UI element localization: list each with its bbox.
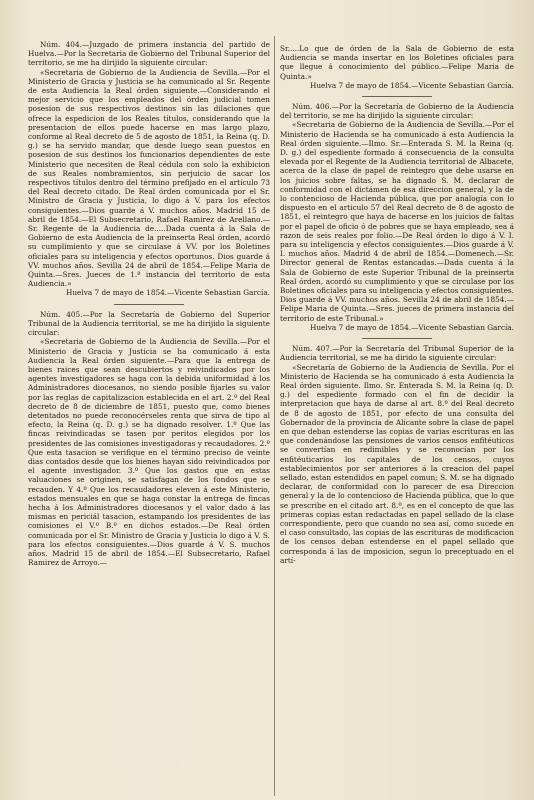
notice-407-body: «Secretaría de Gobierno de la Audiencia de Sevilla. Por el Ministerio de Hacienda se ha comunicado á esta Audiencia la Real órden siguiente. Ilmo. Sr. Enterada S. M. la Reina (q. D. g.) del espediente formado con el fin de decidir la interpretacion que haya de darse al art. 8.º del Real decreto de 8 de agosto de 1851, por efecto de una consulta del Gobernador de la provincia de Alicante sobre la clase de papel en que deban estenderse las copias de varias escrituras en las que condenándose las pensiones de varios censos enfitéuticos se convertían en redimibles y se reconocían por los enfitéuticarios los capitales de los censos, cuyos establecimientos por ser anteriores á la creacion del papel sellado, estan estendidos en papel comun; S. M. se ha dignado declarar, de conformidad con lo parecer de esa Direccion general y la de lo contencioso de Hacienda pública, que lo que se prescribe en el citado art. 8.º, es en el concepto de que las primeras copias estan redactadas en papel sellado de la clase correspondiente, pero que cuando no sea así, como sucede en el caso consultado, las copias de las escrituras de modificacion de los censos deban estenderse en el papel sellado que corresponda á las de imposicion, segun lo preceptuado en el artí- <box>280 362 514 565</box>
notice-406-signature: Huelva 7 de mayo de 1854.—Vicente Sebastian García. <box>309 322 514 332</box>
notice-406-heading: Núm. 406.—Por la Secretaría de Gobierno de la Audiencia del territorio, se me ha dirijido la siguiente circular: <box>280 102 514 121</box>
notice-405-body: «Secretaria de Gobierno de la Audiencia de Sevilla.—Por el Ministerio de Gracia y Justicia se ha comunicado á esta Audiencia la Real órden siguiente.—Para que la entrega de bienes raices que sean descubiertos y reivindicados por los agentes investigadores se haga con la debida uniformidad á los Administradores diocesanos, no siendo posible fijarles su valor por las reglas de capitalizacion establecida en el art. 2.º del Real decreto de 8 de diciembre de 1851, puesto que, como bienes detentados no puede reconocérseles renta que sirva de tipo al efecto, la Reina (q. D. g.) se ha dignado resolver. 1.º Que las fincas reivindicadas se tasen por peritos elegidos por los presidentes de las comisiones investigadoras y recaudadores. 2.º Que esta tasacion se verifique en el término preciso de veinte dias contados desde que los bienes hayan sido reivindicados por el agente investigador. 3.º Que los gastos que en estas valuaciones se originen, se satisfagan de los fondos que se recauden. Y 4.º Que los recaudadores eleven á este Ministerio, estados mensuales en que se haga constar la entrega de fincas hecha á los Administradores diocesanos y el valor dado á las mismas en periciál tasacion, estampando los presidentes de las comisiones el V.º B.º en dichos estados.—De Real órden comunicada por el Sr. Ministro de Gracia y Justicia lo digo á V. S. para los efectos consiguientes.—Dios guarde á V. S. muchos años. Madrid 15 de abril de 1854.—El Subsecretario, Rafael Ramirez de Arroyo.— <box>28 337 270 568</box>
notice-405-heading: Núm. 405.—Por la Secretaría de Gobierno del Superior Tribunal de la Audiencia territorial, se me ha dirijido la siguiente circular: <box>28 309 270 338</box>
notice-404 <box>28 40 270 298</box>
notice-407-heading: Núm. 407.—Por la Secretaría del Tribunal Superior de la Audiencia territorial, se me ha dirido la siguiente circular: <box>280 344 514 363</box>
right-column <box>280 44 514 796</box>
continuation-text: Sr.....Lo que de órden de la Sala de Gobierno de esta Audiencia se manda insertar en los Boletines oficiales para que llegue á conocimiento del público.—Felipe Maria de Quinta.» <box>280 44 514 81</box>
notice-407 <box>280 344 514 565</box>
continuation-signature: Huelva 7 de mayo de 1854.—Vicente Sebastian García. <box>309 80 514 90</box>
notice-404-body: «Secretaria de Gobierno de la Audiencia de Sevilla.—Por el Ministerio de Gracia y Justicia se ha comunicado al Sr. Regente de esta Audiencia la Real órden siguiente.—Considerando el mejor servicio que los empleados del órden judicial tomen posesion de sus respectivos destinos sin las dilaciones que ofrece la espedicion de los Reales títulos, considerando que la presentacion de ellos puede hacerse en mas largo plazo, conforme al Real decreto de 5 de agosto de 1851, la Reina (q. D. g.) se ha servido mandar, que desde luego sean puestos en posesion de sus destinos los funcionarios dependientes de este Ministerio que necesiten de Real cédula con solo la exhibicion de sus Reales nombramientos, sin perjuicio de sacar los respectivos títulos dentro del término prefijado en el artículo 73 del Real decreto citado. De Real órden comunicada por el Sr. Ministro de Gracia y Justicia, lo digo á V. para los efectos consiguientes.—Dios guarde á V. muchos años. Madrid 15 de abril de 1854.—El Subsecretario, Rafael Ramirez de Arellano.—Sr. Regente de la Audiencia de.....Dada cuenta á la Sala de Gobierno de esta Audiencia de la preinserta Real órden, acordó su cumplimiento y que se circulase á VV. por los Boletines oficiales para su inteligencia y efectos oportunos. Dios guarde á VV. muchos años. Sevilla 24 de abril de 1854.—Felipe Maria de Quinta.—Sres. Jueces de 1.ª instancia del territorio de esta Audiencia.» <box>28 67 270 289</box>
section-divider <box>362 338 432 339</box>
section-divider <box>362 96 432 97</box>
section-divider <box>114 304 184 305</box>
notice-404-signature: Huelva 7 de mayo de 1854.—Vicente Sebastian García. <box>65 288 270 298</box>
notice-406-body: «Secretaria de Gobierno de la Audiencia de Sevilla.—Por el Ministerio de Hacienda se ha comunicado á esta Audiencia la Real órden siguiente.—Ilmo. Sr.—Enterada S. M. la Reina (q. D. g.) del espediente formado á consecuencia de la consulta elevada por el Regente de la Audiencia territorial de Albacete, acerca de la clase de papel de reintegro que debe usarse en los juicios sobre faltas, se ha dignado S. M. declarar de conformidad con el dictámen de esa direccion general, y la de lo contencioso de Hacienda pública, que por analogía con lo dispuesto en el articulo 57 del Real decreto de 8 de agosto de 1851, el reintegro que haya de hacerse en los juicios de faltas por el papel de oficio ó de pobres que se haya empleado, sea á razon de seis reales por folio.—De Real órden lo digo á V. I. para su inteligencia y efectos consiguientes.—Dios guarde á V. I. muchos años. Madrid 4 de abril de 1854.—Domenech.—Sr. Director general de Rentas estancadas.—Dada cuenta á la Sala de Gobierno de este Superior Tribunal de la preinserta Real órden, acordó su cumplimiento y que se circulase por los Boletines oficiales para su inteligencia y efectos consiguientes. Dios guarde á VV. muchos años. Sevilla 24 de abril de 1854.—Felipe Maria de Quinta.—Sres. jueces de primera instancia del territorio de este Tribunal.» <box>280 120 514 323</box>
notice-405-continuation <box>280 44 514 90</box>
notice-404-heading: Núm. 404.—Juzgado de primera instancia del partido de Huelva.—Por la Secretaria de Gobierno del Tribunal Superior del territorio, se me ha dirijido la siguiente circular: <box>28 40 270 68</box>
column-rule <box>274 36 275 796</box>
left-column <box>28 40 270 792</box>
notice-406 <box>280 102 514 332</box>
notice-405 <box>28 310 270 568</box>
